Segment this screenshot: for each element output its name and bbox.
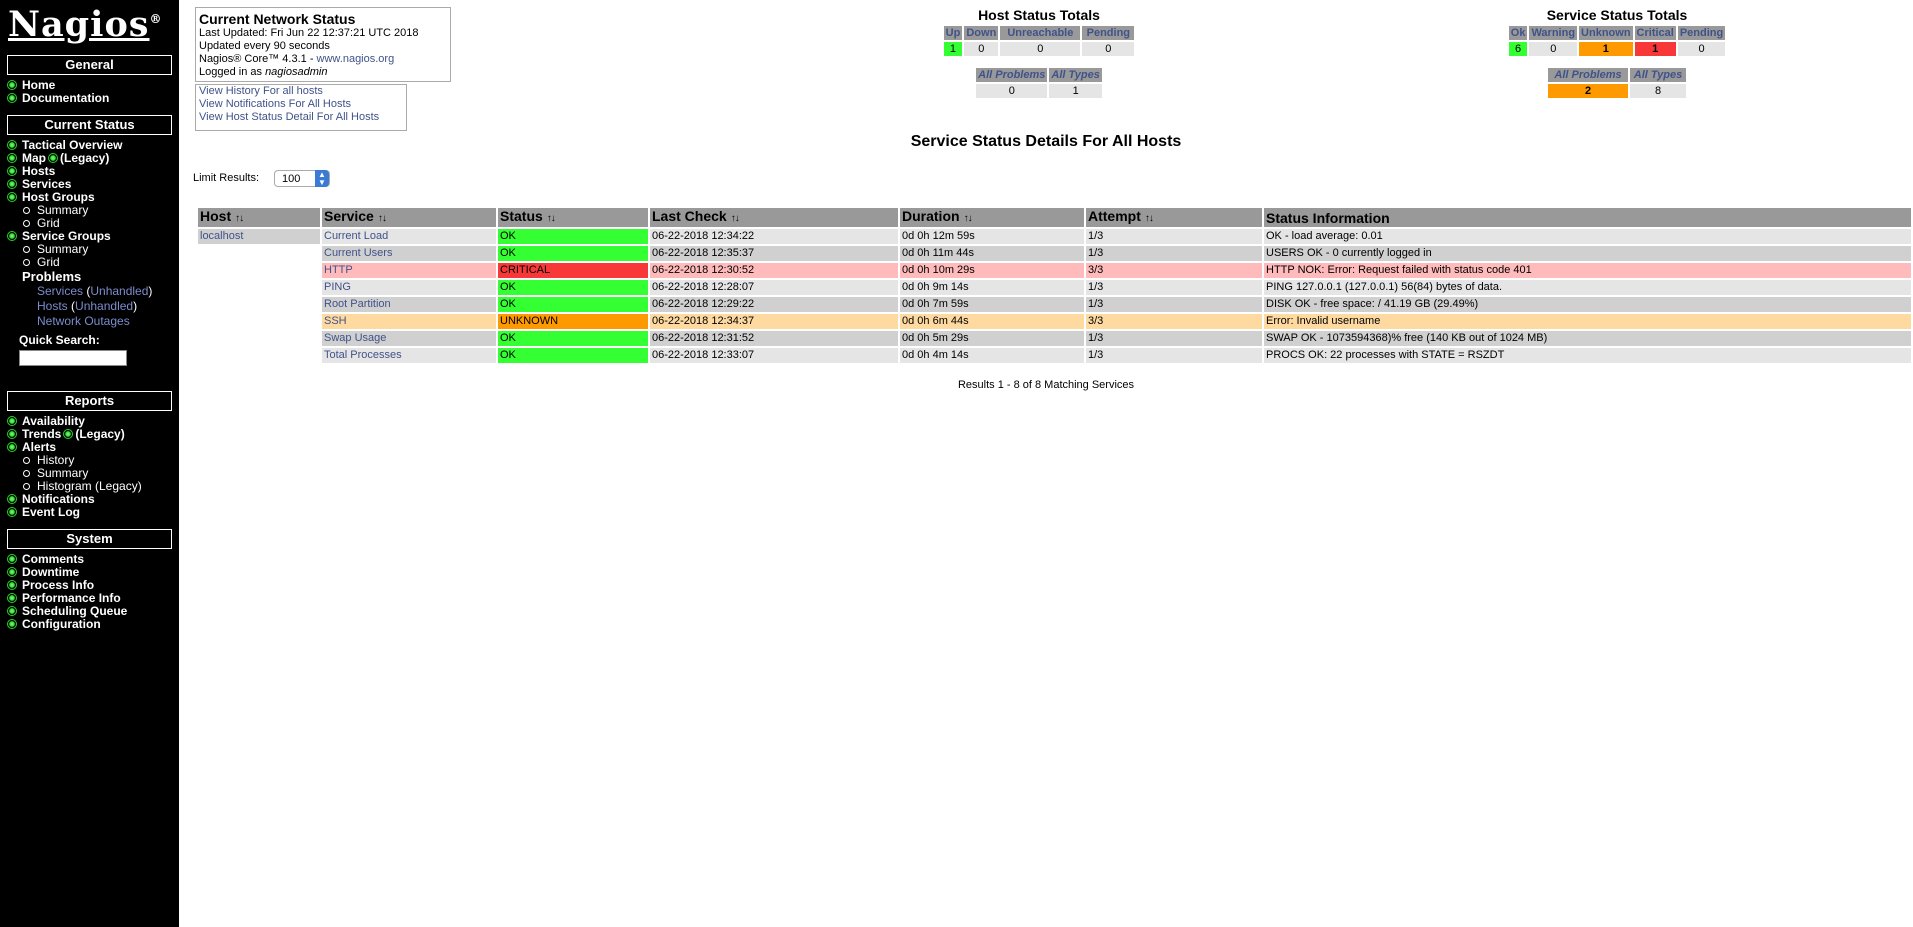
version-line: [196, 53, 450, 66]
sort-arrows-icon[interactable]: ↑↓: [730, 213, 739, 224]
host-down-count: 0: [964, 42, 998, 56]
nav-label: Process Info: [22, 578, 95, 592]
duration-cell: 0d 0h 7m 59s: [900, 297, 1084, 312]
service-link[interactable]: SSH: [324, 315, 347, 327]
host-problems-table: [974, 66, 1104, 100]
nagios-logo[interactable]: [8, 4, 163, 45]
nav-label: Event Log: [22, 505, 81, 519]
limit-results-value: 100: [282, 173, 301, 185]
nav-item-configuration[interactable]: [0, 618, 179, 631]
column-header-attempt: Attempt ↑↓: [1086, 208, 1262, 227]
status-info-cell: SWAP OK - 1073594368)% free (140 KB out of 1024 MB): [1264, 331, 1911, 346]
nav-label: Services: [22, 177, 72, 191]
nav-item-map-legacy[interactable]: (Legacy): [60, 151, 110, 165]
status-info-cell: Error: Invalid username: [1264, 314, 1911, 329]
status-bullet-icon: [7, 166, 17, 176]
nav-label: Summary: [37, 203, 89, 217]
nav-reports: [0, 391, 179, 519]
nav-item-host-groups[interactable]: [0, 191, 179, 204]
status-bullet-icon: [7, 593, 17, 603]
attempt-cell: 1/3: [1086, 331, 1262, 346]
service-link[interactable]: PING: [324, 281, 351, 293]
version-text: Nagios® Core™ 4.3.1 -: [199, 53, 317, 65]
sort-arrows-icon[interactable]: ↑↓: [546, 213, 555, 224]
limit-results-select[interactable]: [274, 170, 330, 187]
svc-warning-count: 0: [1529, 42, 1577, 56]
logo-text: Nagios: [8, 4, 150, 45]
host-all-problems-header[interactable]: All Problems: [978, 69, 1046, 81]
nav-label: Summary: [37, 466, 89, 480]
select-arrows-icon: ▲ ▼: [315, 170, 329, 187]
nav-item-trends-legacy[interactable]: (Legacy): [75, 427, 125, 441]
last-check-cell: 06-22-2018 12:34:37: [650, 314, 898, 329]
nav-item-event-log[interactable]: [0, 506, 179, 519]
section-title-current-status: Current Status: [7, 115, 172, 135]
nav-label: Service Groups: [22, 229, 111, 243]
service-totals-title: Service Status Totals: [1546, 7, 1688, 23]
status-bullet-icon: [7, 619, 17, 629]
status-info-cell: PROCS OK: 22 processes with STATE = RSZDT: [1264, 348, 1911, 363]
status-bullet-icon: [7, 93, 17, 103]
duration-cell: 0d 0h 4m 14s: [900, 348, 1084, 363]
svc-totals-header-unknown[interactable]: Unknown: [1581, 27, 1631, 39]
view-notifications-link[interactable]: View Notifications For All Hosts: [199, 98, 352, 110]
last-check-cell: 06-22-2018 12:31:52: [650, 331, 898, 346]
service-link[interactable]: Swap Usage: [324, 332, 387, 344]
logged-in-user: nagiosadmin: [265, 66, 328, 78]
problems-hosts-row: Hosts (Unhandled): [37, 299, 138, 313]
logged-in-line: [196, 66, 450, 79]
table-row: [198, 314, 1911, 329]
status-bullet-icon: [7, 554, 17, 564]
nav-current-status: [0, 115, 179, 366]
circle-bullet-icon: [23, 483, 30, 490]
sort-arrows-icon[interactable]: ↑↓: [235, 213, 244, 224]
service-link[interactable]: HTTP: [324, 264, 353, 276]
attempt-cell: 1/3: [1086, 280, 1262, 295]
host-totals-header-up[interactable]: Up: [945, 27, 961, 39]
network-status-info: [195, 7, 451, 82]
column-header-host: Host ↑↓: [198, 208, 320, 227]
problems-services-row: Services (Unhandled): [37, 284, 153, 298]
status-info-cell: PING 127.0.0.1 (127.0.0.1) 56(84) bytes of data.: [1264, 280, 1911, 295]
attempt-cell: 1/3: [1086, 246, 1262, 261]
svc-ok-count: 6: [1509, 42, 1528, 56]
nav-label: Grid: [37, 216, 60, 230]
section-title-reports: Reports: [7, 391, 172, 411]
nav-general: [0, 55, 179, 105]
sort-arrows-icon[interactable]: ↑↓: [963, 213, 972, 224]
status-bullet-icon: [7, 606, 17, 616]
circle-bullet-icon: [23, 470, 30, 477]
duration-cell: 0d 0h 9m 14s: [900, 280, 1084, 295]
status-cell: OK: [498, 297, 648, 312]
results-count: Results 1 - 8 of 8 Matching Services: [957, 379, 1135, 391]
nav-label: Alerts: [22, 440, 57, 454]
service-link[interactable]: Current Load: [324, 230, 389, 242]
status-bullet-icon: [7, 231, 17, 241]
table-row: [198, 348, 1911, 363]
table-row: [198, 331, 1911, 346]
table-header-row: [198, 208, 1911, 227]
circle-bullet-icon: [23, 246, 30, 253]
host-totals-header-unreachable[interactable]: Unreachable: [1000, 26, 1080, 40]
service-status-table: [196, 206, 1913, 365]
nav-item-hg-summary[interactable]: [0, 204, 179, 217]
svc-totals-header-pending[interactable]: Pending: [1679, 27, 1724, 39]
quick-search-label: Quick Search:: [19, 333, 100, 347]
nav-label: Scheduling Queue: [22, 604, 128, 618]
host-pending-count: 0: [1082, 42, 1134, 56]
nav-item-service-groups[interactable]: [0, 230, 179, 243]
service-totals-table: [1507, 24, 1727, 58]
duration-cell: 0d 0h 12m 59s: [900, 229, 1084, 244]
last-check-cell: 06-22-2018 12:30:52: [650, 263, 898, 278]
attempt-cell: 3/3: [1086, 263, 1262, 278]
sidebar: [0, 0, 179, 927]
logo-registered-mark: ®: [149, 12, 163, 26]
service-link[interactable]: Current Users: [324, 247, 393, 259]
svc-all-types-header[interactable]: All Types: [1630, 68, 1686, 82]
status-cell: OK: [498, 280, 648, 295]
column-header-service: Service ↑↓: [322, 208, 496, 227]
status-bullet-icon: [7, 429, 17, 439]
duration-cell: 0d 0h 11m 44s: [900, 246, 1084, 261]
nav-label: Notifications: [22, 492, 95, 506]
status-bullet-icon: [7, 442, 17, 452]
host-totals-table: [942, 24, 1137, 58]
column-header-last-check: Last Check ↑↓: [650, 208, 898, 227]
nav-label: Performance Info: [22, 591, 121, 605]
view-host-status-link[interactable]: View Host Status Detail For All Hosts: [199, 111, 380, 123]
last-check-cell: 06-22-2018 12:28:07: [650, 280, 898, 295]
host-unreachable-count: 0: [1000, 42, 1080, 56]
nagios-org-link[interactable]: www.nagios.org: [316, 53, 395, 65]
nav-label: Configuration: [22, 617, 101, 631]
nav-label: Downtime: [22, 565, 80, 579]
duration-cell: 0d 0h 6m 44s: [900, 314, 1084, 329]
nav-label: Host Groups: [22, 190, 95, 204]
nav-item-alerts-history[interactable]: [0, 454, 179, 467]
svc-totals-header-ok[interactable]: Ok: [1510, 27, 1526, 39]
status-bullet-icon: [7, 153, 17, 163]
table-row: [198, 229, 1911, 244]
host-totals-header-down[interactable]: Down: [964, 26, 998, 40]
svc-totals-header-critical[interactable]: Critical: [1636, 27, 1674, 39]
status-bullet-icon: [7, 507, 17, 517]
table-row: [198, 297, 1911, 312]
nav-label: Tactical Overview: [22, 138, 123, 152]
logged-in-text: Logged in as: [199, 66, 266, 78]
host-cell: [198, 229, 320, 244]
last-check-cell: 06-22-2018 12:35:37: [650, 246, 898, 261]
nav-system: [0, 529, 179, 631]
nav-label: Hosts: [22, 164, 56, 178]
status-bullet-icon: [48, 153, 58, 163]
last-check-cell: 06-22-2018 12:33:07: [650, 348, 898, 363]
column-header-status-information: Status Information: [1264, 208, 1911, 227]
nav-label: History: [37, 453, 75, 467]
svc-totals-header-warning[interactable]: Warning: [1531, 27, 1576, 39]
nav-label: Histogram (Legacy): [37, 479, 142, 493]
nav-item-documentation[interactable]: [0, 92, 179, 105]
status-bullet-icon: [7, 567, 17, 577]
status-bullet-icon: [7, 192, 17, 202]
status-bullet-icon: [7, 179, 17, 189]
update-interval: Updated every 90 seconds: [199, 40, 330, 52]
status-cell: UNKNOWN: [498, 314, 648, 329]
nav-label: Map: [22, 151, 46, 165]
svc-unknown-count: 1: [1579, 42, 1633, 56]
duration-cell: 0d 0h 5m 29s: [900, 331, 1084, 346]
status-bullet-icon: [7, 80, 17, 90]
quick-search-input[interactable]: [19, 350, 127, 366]
sort-arrows-icon[interactable]: ↑↓: [1144, 213, 1153, 224]
host-status-totals: [939, 6, 1139, 100]
host-all-types-header[interactable]: All Types: [1051, 69, 1100, 81]
service-link[interactable]: Total Processes: [324, 349, 402, 361]
svc-critical-count: 1: [1635, 42, 1676, 56]
table-row: [198, 246, 1911, 261]
nav-label: Trends: [22, 427, 62, 441]
network-outages-row: [0, 314, 179, 329]
service-status-totals: [1487, 6, 1747, 100]
problems-services-link[interactable]: Services: [37, 284, 84, 298]
nav-label: Grid: [37, 255, 60, 269]
status-info-cell: HTTP NOK: Error: Request failed with status code 401: [1264, 263, 1911, 278]
problems-heading: Problems: [22, 269, 82, 284]
attempt-cell: 1/3: [1086, 229, 1262, 244]
network-outages-link[interactable]: Network Outages: [37, 314, 130, 328]
limit-results-label: Limit Results:: [193, 172, 260, 184]
svc-pending-count: 0: [1678, 42, 1725, 56]
duration-cell: 0d 0h 10m 29s: [900, 263, 1084, 278]
status-bullet-icon: [7, 494, 17, 504]
last-updated: Last Updated: Fri Jun 22 12:37:21 UTC 2018: [199, 27, 419, 39]
service-link[interactable]: Root Partition: [324, 298, 391, 310]
view-links: [195, 84, 407, 131]
main-content: [179, 0, 1913, 927]
status-bullet-icon: [7, 416, 17, 426]
circle-bullet-icon: [23, 457, 30, 464]
table-row: [198, 280, 1911, 295]
status-cell: OK: [498, 246, 648, 261]
last-check-cell: 06-22-2018 12:34:22: [650, 229, 898, 244]
nav-label: Comments: [22, 552, 85, 566]
nav-item-sg-grid[interactable]: [0, 256, 179, 269]
host-up-count: 1: [944, 42, 963, 56]
last-check-cell: 06-22-2018 12:29:22: [650, 297, 898, 312]
status-bullet-icon: [7, 580, 17, 590]
circle-bullet-icon: [23, 207, 30, 214]
problems-services-unhandled-link[interactable]: Unhandled: [90, 284, 149, 298]
view-history-link[interactable]: View History For all hosts: [199, 85, 323, 97]
svc-all-problems-count: 2: [1548, 84, 1628, 98]
host-totals-title: Host Status Totals: [978, 7, 1100, 23]
attempt-cell: 1/3: [1086, 348, 1262, 363]
page-title: Service Status Details For All Hosts: [910, 133, 1182, 150]
nav-item-sg-summary[interactable]: [0, 243, 179, 256]
column-header-duration: Duration ↑↓: [900, 208, 1084, 227]
status-bullet-icon: [63, 429, 73, 439]
table-row: [198, 263, 1911, 278]
problems-hosts-link[interactable]: Hosts: [37, 299, 68, 313]
info-title: Current Network Status: [199, 11, 356, 27]
attempt-cell: 1/3: [1086, 297, 1262, 312]
host-all-problems-count: 0: [976, 84, 1047, 98]
status-cell: OK: [498, 229, 648, 244]
nav-label: Home: [22, 78, 56, 92]
nav-item-alerts[interactable]: [0, 441, 179, 454]
section-title-general: General: [7, 55, 172, 75]
attempt-cell: 3/3: [1086, 314, 1262, 329]
status-cell: CRITICAL: [498, 263, 648, 278]
circle-bullet-icon: [23, 220, 30, 227]
status-cell: OK: [498, 348, 648, 363]
status-cell: OK: [498, 331, 648, 346]
svc-all-problems-header[interactable]: All Problems: [1548, 68, 1628, 82]
sort-arrows-icon[interactable]: ↑↓: [377, 213, 386, 224]
column-header-status: Status ↑↓: [498, 208, 648, 227]
host-all-types-count: 1: [1049, 84, 1102, 98]
nav-label: Documentation: [22, 91, 110, 105]
section-title-system: System: [7, 529, 172, 549]
host-link[interactable]: localhost: [200, 230, 244, 242]
circle-bullet-icon: [23, 259, 30, 266]
nav-label: Availability: [22, 414, 85, 428]
host-totals-header-pending[interactable]: Pending: [1082, 26, 1134, 40]
svc-all-types-count: 8: [1630, 84, 1686, 98]
nav-label: Summary: [37, 242, 89, 256]
status-info-cell: OK - load average: 0.01: [1264, 229, 1911, 244]
service-problems-table: [1546, 66, 1688, 100]
status-info-cell: DISK OK - free space: / 41.19 GB (29.49%): [1264, 297, 1911, 312]
problems-hosts-unhandled-link[interactable]: Unhandled: [75, 299, 134, 313]
status-bullet-icon: [7, 140, 17, 150]
status-info-cell: USERS OK - 0 currently logged in: [1264, 246, 1911, 261]
